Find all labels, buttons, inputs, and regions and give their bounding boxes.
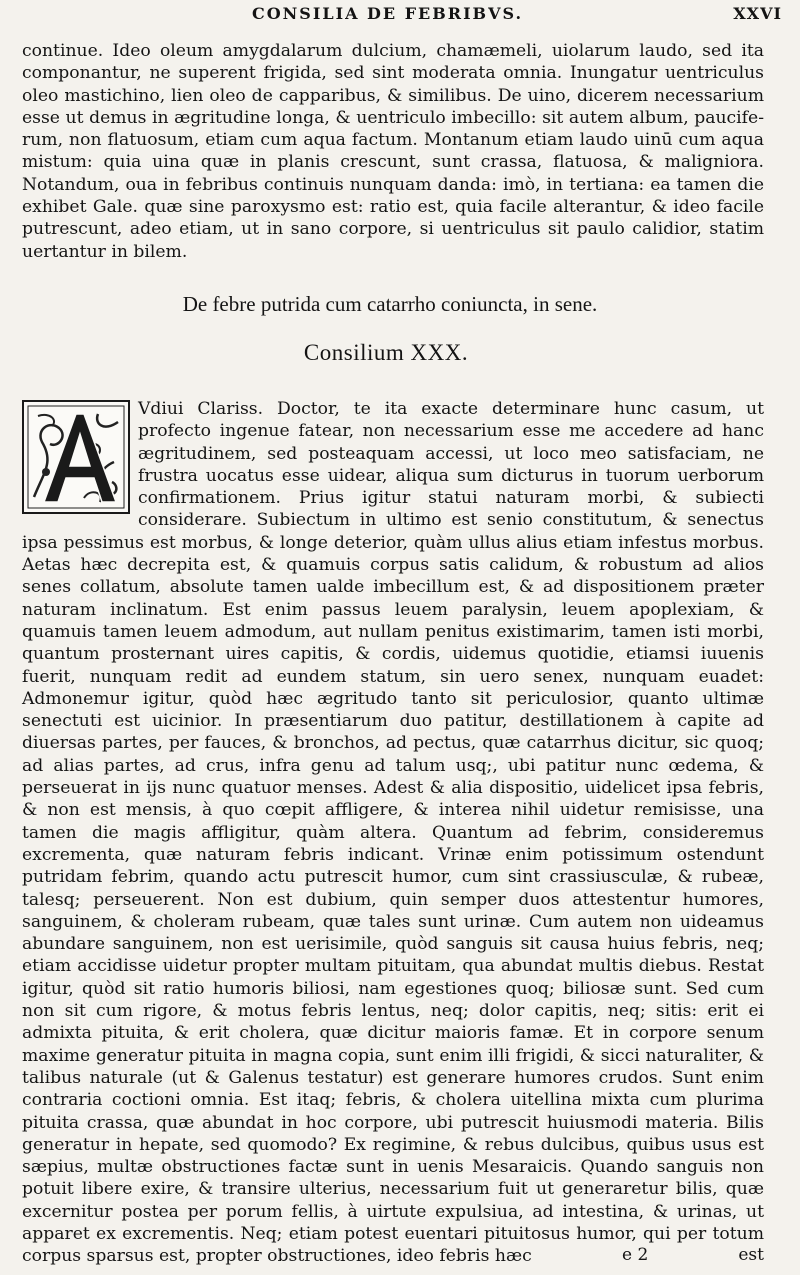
running-head: CONSILIA DE FEBRIBVS.	[252, 4, 524, 23]
catchword: est	[738, 1245, 764, 1265]
ornamental-initial-icon	[22, 400, 130, 514]
folio-number: XXVI	[733, 4, 782, 23]
page-footer	[22, 1245, 764, 1269]
consilium-title: Consilium XXX.	[303, 340, 469, 365]
body-paragraph-block	[22, 398, 764, 1268]
intro-paragraph: continue. Ideo oleum amygdalarum dulcium, chamæmeli, uiolarum laudo, sed ita componantur, ne superent frigida, sed sint moderata omnia. Inungatur uentriculus oleo mastichino, lien oleo de capparibus, & similibus. De uino, dicerem necessarium esse ut demus in ægritudine longa, & uentriculo imbecillo: sit autem album, paucife-rum, non flatuosum, etiam cum aqua factum. Montanum etiam laudo uinū cum aqua mistum: quia uina quæ in planis crescunt, sunt crassa, flatuosa, & maligniora. Notandum, oua in febribus continuis nunquam danda: imò, in tertiana: ea tamen die exhibet Gale. quæ sine paroxysmo est: ratio est, quia facile alterantur, & ideo facile putrescunt, adeo etiam, ut in sano corpore, si uentriculus sit paulo calidior, statim uertantur in bilem.	[22, 41, 764, 262]
signature-mark: e 2	[622, 1245, 649, 1265]
section-heading: De febre putrida cum catarrho coniuncta, in sene.	[182, 292, 598, 316]
body-paragraph: Vdiui Clariss. Doctor, te ita exacte determinare hunc casum, ut profecto ingenue fatear, non necessarium esse me accedere ad hanc ægritudinem, sed posteaquam accessi, ut loco meo satisfaciam, ne frustra uocatus esse uidear, aliqua sum dicturus in tuorum uerborum confirmationem. Prius igitur statui naturam morbi, & subiecti considerare. Subiectum in ultimo est senio constitutum, & senectus ipsa pessimus est morbus, & longe deterior, quàm ullus alius etiam infestus morbus. Aetas hæc decrepita est, & quamuis corpus satis calidum, & robustum ad alios senes collatum, absolute tamen ualde imbecillum est, & ad dispositionem præter naturam inclinatum. Est enim passus leuem paralysin, leuem apoplexiam, & quamuis tamen leuem admodum, aut nullam penitus existimarim, tamen isti morbi, quantum prosternant uires capitis, & cordis, uidemus quotidie, etiamsi iuuenis fuerit, nunquam redit ad eundem statum, sin uero senex, nunquam euadet: Admonemur igitur, quòd hæc ægritudo tanto sit periculosior, quanto ultimæ senectuti est uicinior. In præsentiarum duo patitur, destillationem à capite ad diuersas partes, per fauces, & bronchos, ad pectus, quæ catarrhus dicitur, sic quoq; ad alias partes, ad crus, infra genu ad talum usq;, ubi patitur nunc œdema, & perseuerat in ijs nunc quatuor menses. Adest & alia dispositio, uidelicet ipsa febris, & non est mensis, à quo cœpit affligere, & interea nihil uidetur remisisse, una tamen die magis affligitur, quàm altera. Quantum ad febrim, consideremus excrementa, quæ naturam febris indicant. Vrinæ enim potissimum ostendunt putridam febrim, quando actu putrescit humor, cum sint crassiusculæ, & rubeæ, talesq; perseuerent. Non est dubium, quin semper duos attestentur humores, sanguinem, & choleram rubeam, quæ tales sunt urinæ. Cum autem non uideamus abundare sanguinem, non est uerisimile, quòd sanguis sit causa huius febris, neq; etiam accidisse uidetur propter multam pituitam, qua abundat multis diebus. Restat igitur, quòd sit ratio humoris biliosi, nam egestiones quoq; biliosæ sunt. Sed cum non sit cum rigore, & motus febris lentus, neq; dolor capitis, neq; sitis: erit ei admixta pituita, & erit cholera, quæ dicitur maioris famæ. Et in corpore senum maxime generatur pituita in magna copia, sunt enim illi frigidi, & sicci naturaliter, & talibus naturale (ut & Galenus testatur) est generare humores crudos. Sunt enim contraria coctioni omnia. Est itaq; febris, & cholera uitellina mixta cum plurima pituita crassa, quæ abundat in hoc corpore, ubi putrescit huiusmodi materia. Bilis generatur in hepate, sed quomodo? Ex regimine, & rebus dulcibus, quibus usus est sæpius, multæ obstructiones factæ sunt in uenis Mesaraicis. Quando sanguis non potuit libere exire, & transire ulterius, necessarium fuit ut generaretur bilis, quæ excernitur postea per porum fellis, à uirtute expulsiua, ad intestina, & urinas, ut apparet ex excrementis. Neq; etiam potest euentari pituitosus humor, qui per totum corpus sparsus est, propter obstructiones, ideo febris hæc	[22, 399, 764, 1267]
page-header	[22, 4, 782, 30]
